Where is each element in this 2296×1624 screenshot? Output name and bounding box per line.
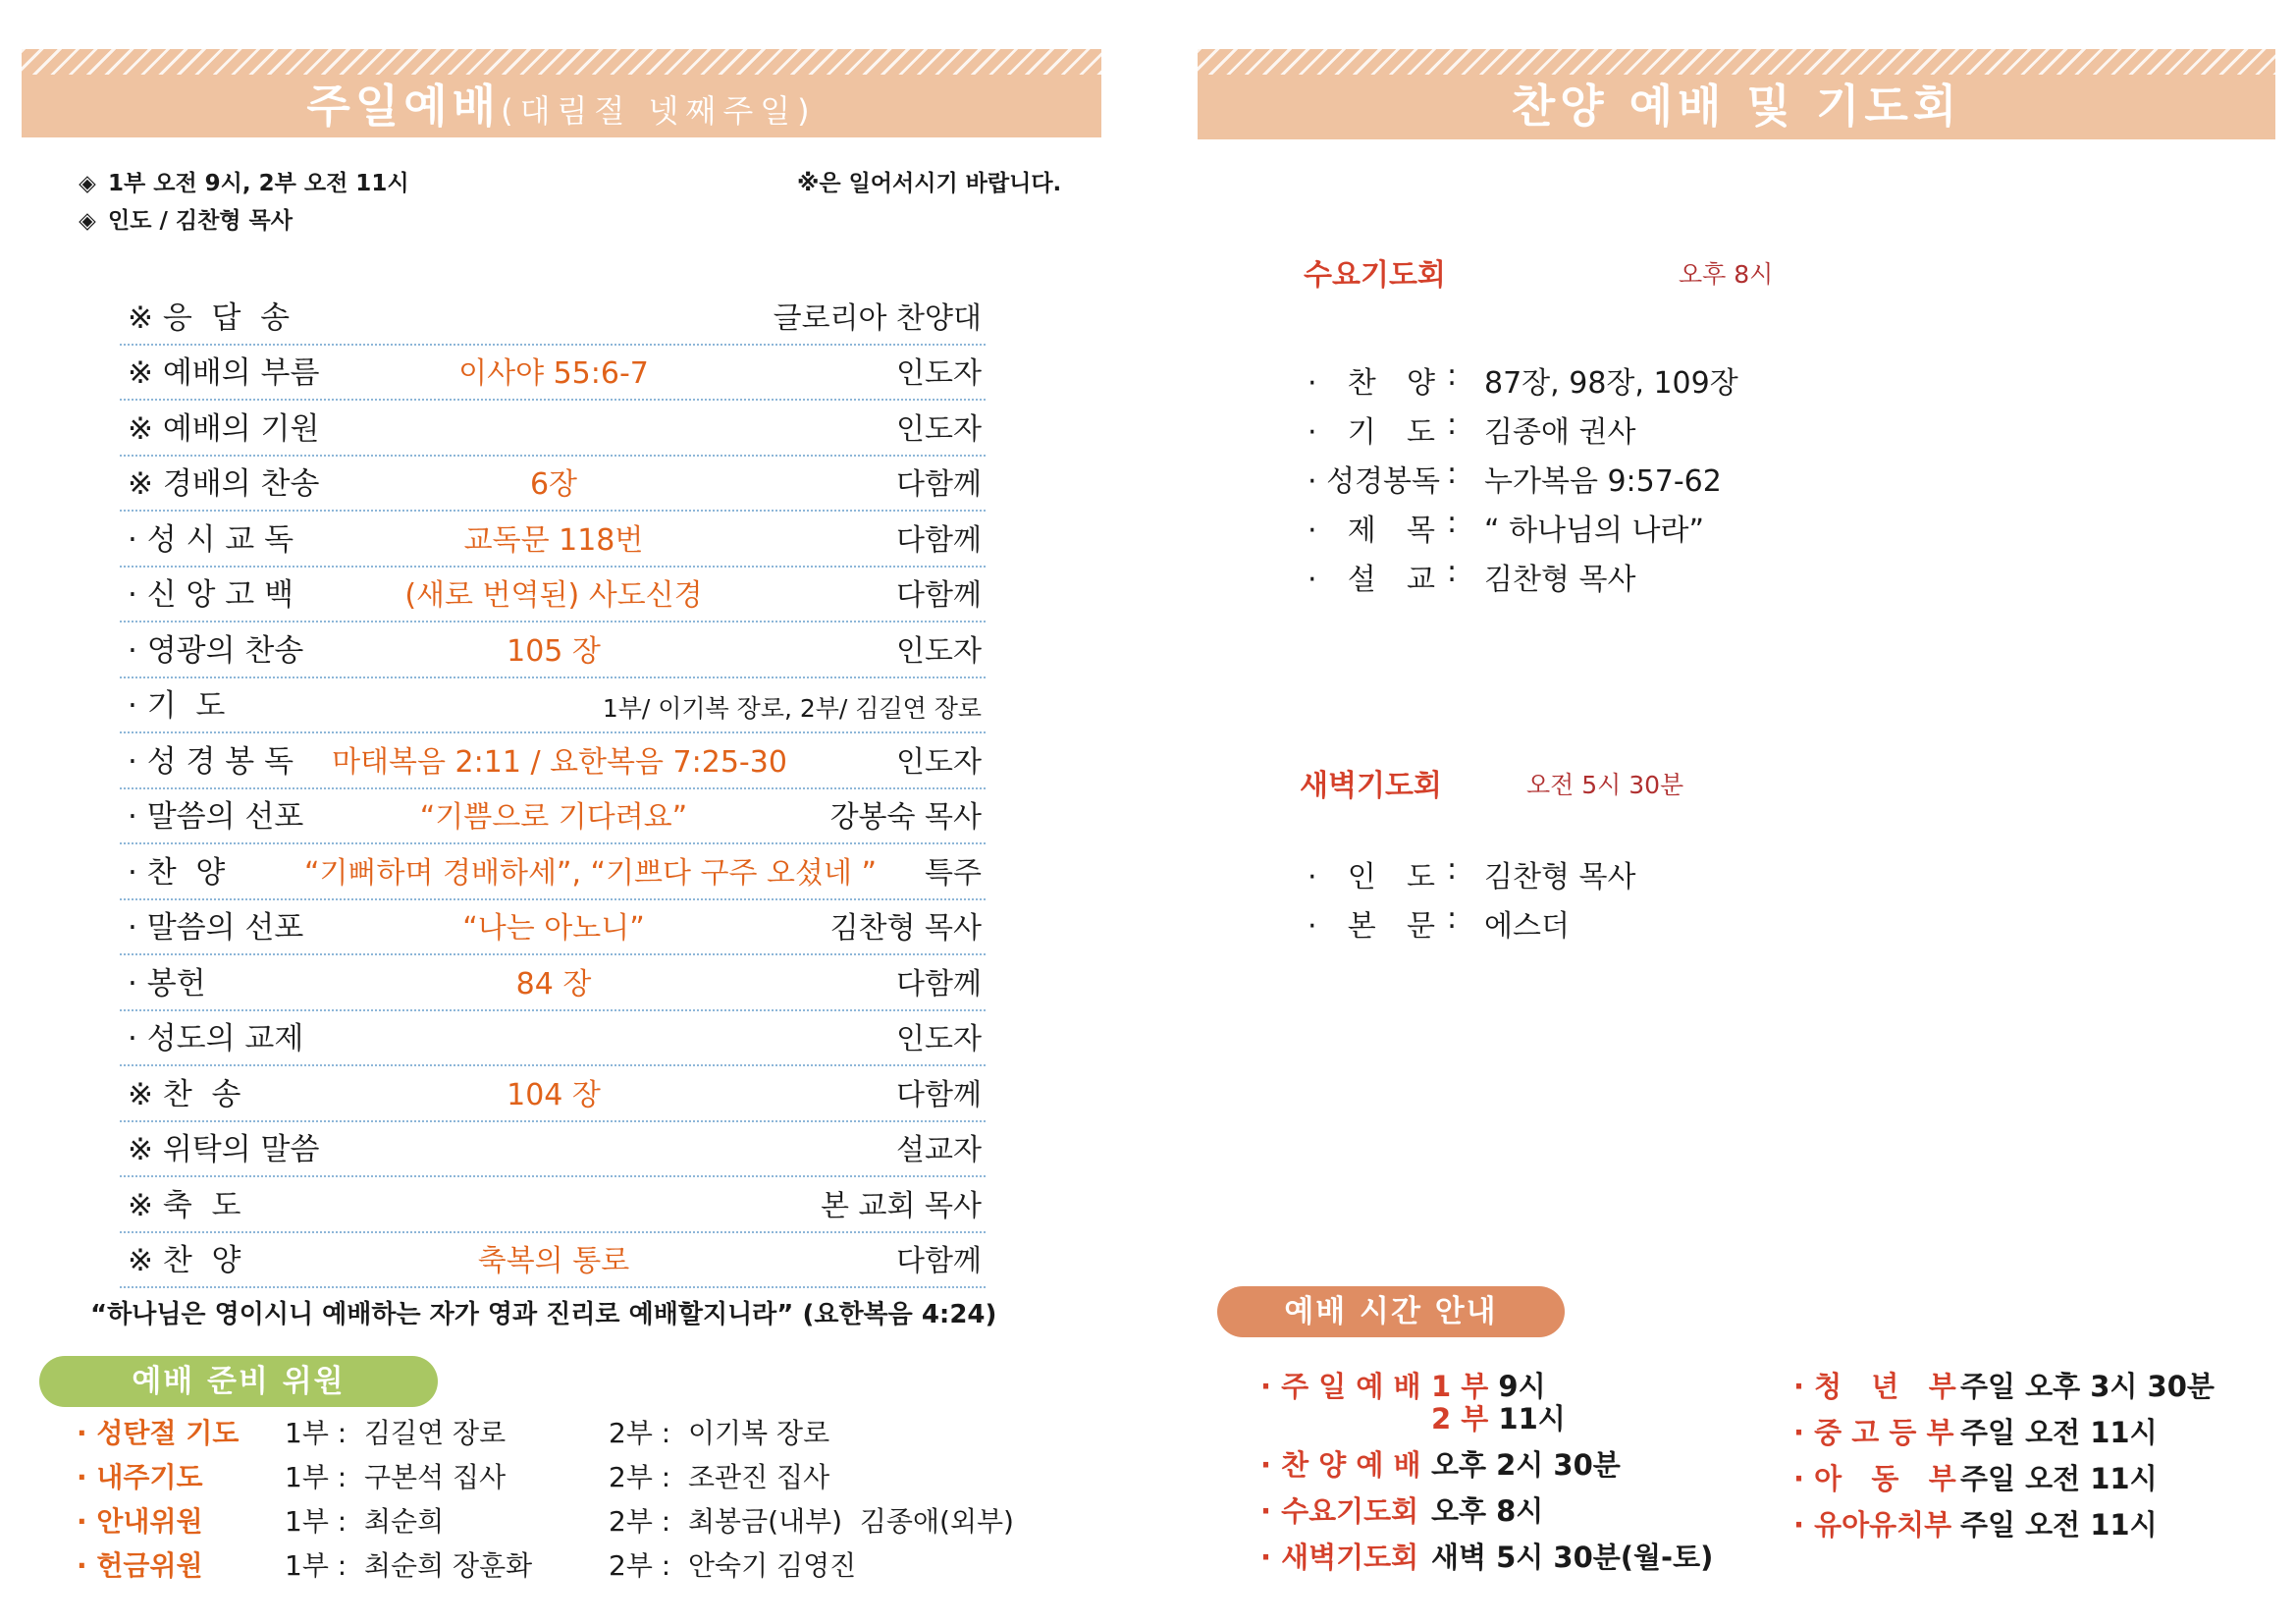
committee-first: 1부 : 구본석 집사 bbox=[285, 1461, 507, 1493]
schedule-time: 9시 bbox=[1498, 1370, 1546, 1403]
order-leader: 설교자 bbox=[896, 1133, 982, 1167]
order-detail: 교독문 118번 bbox=[463, 522, 644, 558]
program-colon: : bbox=[1447, 852, 1458, 887]
leader-text: 인도 / 김찬형 목사 bbox=[108, 208, 293, 234]
order-leader: 다함께 bbox=[896, 966, 982, 1001]
order-detail: 6장 bbox=[529, 467, 578, 502]
order-label: ※ 찬 양 bbox=[128, 1243, 241, 1278]
order-row bbox=[120, 900, 986, 956]
schedule-value: 오후 8시 bbox=[1431, 1494, 1544, 1528]
left-title-banner bbox=[22, 49, 1101, 137]
program-colon: : bbox=[1447, 407, 1458, 442]
order-leader: 인도자 bbox=[896, 744, 982, 780]
program-label: · 인 도 bbox=[1308, 860, 1435, 894]
order-label: · 영광의 찬송 bbox=[128, 632, 304, 669]
scripture-verse: “하나님은 영이시니 예배하는 자가 영과 진리로 예배할지니라” (요한복음 4:24) bbox=[90, 1300, 997, 1329]
program-value: 김종애 권사 bbox=[1484, 415, 1636, 450]
order-detail: 이사야 55:6-7 bbox=[458, 356, 649, 391]
committee-title-pill: 예배 준비 위원 bbox=[39, 1356, 438, 1407]
order-row bbox=[120, 1122, 986, 1178]
order-label: ※ 위탁의 말씀 bbox=[128, 1132, 320, 1167]
program-value: “ 하나님의 나라” bbox=[1484, 514, 1705, 548]
order-detail: 84 장 bbox=[515, 966, 592, 1001]
right-title-banner bbox=[1198, 49, 2275, 139]
schedule-label: · 찬 양 예 배 bbox=[1260, 1448, 1421, 1482]
committee-first: 1부 : 최순희 장훈화 bbox=[285, 1549, 533, 1582]
program-colon: : bbox=[1447, 358, 1458, 393]
schedule-time: 11시 bbox=[1498, 1402, 1566, 1435]
schedule-label: · 아 동 부 bbox=[1793, 1462, 1956, 1495]
schedule-value: 오후 2시 30분 bbox=[1431, 1448, 1621, 1482]
order-row bbox=[120, 568, 986, 623]
program-value: 김찬형 목사 bbox=[1484, 563, 1636, 597]
order-of-worship bbox=[120, 290, 986, 1288]
right-title: 찬양 예배 및 기도회 bbox=[1511, 80, 1962, 133]
program-label: · 찬 양 bbox=[1308, 366, 1435, 401]
wednesday-time: 오후 8시 bbox=[1679, 260, 1774, 289]
schedule-value: 새벽 5시 30분(월-토) bbox=[1431, 1541, 1714, 1574]
order-leader: 김찬형 목사 bbox=[829, 911, 982, 946]
order-label: · 봉헌 bbox=[128, 965, 206, 1001]
order-row bbox=[120, 1066, 986, 1122]
schedule-label: · 수요기도회 bbox=[1260, 1494, 1419, 1528]
schedule-part: 2 부 bbox=[1431, 1402, 1499, 1435]
order-label: · 성도의 교제 bbox=[128, 1021, 304, 1056]
committee-role: · 헌금위원 bbox=[77, 1549, 203, 1582]
program-colon: : bbox=[1447, 506, 1458, 540]
order-detail: “나는 아노니” bbox=[462, 911, 645, 946]
program-label: · 설 교 bbox=[1308, 563, 1435, 597]
schedule-label: · 주 일 예 배 bbox=[1260, 1370, 1421, 1403]
order-row bbox=[120, 844, 986, 900]
committee-second: 2부 : 이기복 장로 bbox=[609, 1417, 830, 1449]
committee-second: 2부 : 안숙기 김영진 bbox=[609, 1549, 857, 1582]
order-label: ※ 축 도 bbox=[128, 1187, 241, 1223]
order-leader: 다함께 bbox=[896, 522, 982, 558]
order-label: · 성 경 봉 독 bbox=[128, 743, 294, 780]
stand-notice: ※은 일어서시기 바랍니다. bbox=[797, 171, 1062, 196]
order-label: · 성 시 교 독 bbox=[128, 521, 294, 558]
schedule-label: · 새벽기도회 bbox=[1260, 1541, 1419, 1574]
order-row bbox=[120, 1233, 986, 1289]
program-value: 누가복음 9:57-62 bbox=[1484, 464, 1722, 499]
order-label: · 말씀의 선포 bbox=[128, 799, 304, 835]
service-time-line bbox=[77, 165, 409, 197]
order-leader: 글로리아 찬양대 bbox=[773, 300, 982, 336]
order-label: · 기 도 bbox=[128, 688, 226, 724]
order-leader: 다함께 bbox=[896, 578, 982, 613]
order-detail: 축복의 통로 bbox=[477, 1244, 630, 1278]
order-label: · 찬 양 bbox=[128, 854, 226, 891]
service-time-text: 1부 오전 9시, 2부 오전 11시 bbox=[108, 171, 409, 196]
order-row bbox=[120, 789, 986, 845]
order-label: ※ 찬 송 bbox=[128, 1076, 241, 1112]
dawn-heading: 새벽기도회 bbox=[1300, 769, 1442, 803]
order-leader: 다함께 bbox=[896, 1244, 982, 1278]
schedule-value bbox=[1431, 1397, 1566, 1437]
schedule-value: 주일 오후 3시 30분 bbox=[1960, 1370, 2215, 1403]
order-row bbox=[120, 457, 986, 513]
schedule-label: · 유아유치부 bbox=[1793, 1508, 1952, 1542]
committee-role: · 내주기도 bbox=[77, 1461, 203, 1493]
order-detail: (새로 번역된) 사도신경 bbox=[404, 578, 703, 613]
wednesday-heading: 수요기도회 bbox=[1304, 258, 1446, 293]
order-label: ※ 예배의 부름 bbox=[128, 355, 320, 391]
program-value: 김찬형 목사 bbox=[1484, 860, 1636, 894]
program-colon: : bbox=[1447, 457, 1458, 491]
dawn-time: 오전 5시 30분 bbox=[1526, 771, 1684, 799]
order-detail: 104 장 bbox=[507, 1077, 601, 1112]
schedule-part: 1 부 bbox=[1431, 1370, 1499, 1403]
order-leader: 특주 bbox=[925, 855, 982, 891]
diamond-icon: ◈ bbox=[79, 171, 96, 196]
order-row bbox=[120, 623, 986, 678]
schedule-value: 주일 오전 11시 bbox=[1960, 1462, 2158, 1495]
order-detail: “기쁨으로 기다려요” bbox=[419, 800, 688, 835]
order-leader: 인도자 bbox=[896, 1022, 982, 1056]
committee-second: 2부 : 최봉금(내부) 김종애(외부) bbox=[609, 1505, 1014, 1538]
program-label: · 본 문 bbox=[1308, 909, 1435, 944]
order-leader: 강봉숙 목사 bbox=[829, 800, 982, 835]
program-label: · 기 도 bbox=[1308, 415, 1435, 450]
program-colon: : bbox=[1447, 555, 1458, 589]
order-detail: “기뻐하며 경배하세”, “기쁘다 구주 오셨네 ” bbox=[304, 855, 878, 891]
order-leader: 다함께 bbox=[896, 1077, 982, 1112]
leader-line bbox=[77, 202, 293, 235]
left-title-text: 주일예배 bbox=[306, 80, 502, 133]
committee-role: · 성탄절 기도 bbox=[77, 1417, 240, 1449]
order-leader: 본 교회 목사 bbox=[821, 1188, 982, 1223]
order-row bbox=[120, 401, 986, 457]
committee-first: 1부 : 최순희 bbox=[285, 1505, 445, 1538]
order-row bbox=[120, 1011, 986, 1067]
order-leader: 인도자 bbox=[896, 356, 982, 391]
committee-first: 1부 : 김길연 장로 bbox=[285, 1417, 507, 1449]
order-leader: 인도자 bbox=[896, 633, 982, 669]
order-row bbox=[120, 1177, 986, 1233]
left-subtitle: (대림절 넷째주일) bbox=[501, 92, 817, 130]
order-detail: 마태복음 2:11 / 요한복음 7:25-30 bbox=[332, 744, 787, 780]
schedule-label: · 중 고 등 부 bbox=[1793, 1416, 1954, 1449]
committee-role: · 안내위원 bbox=[77, 1505, 203, 1538]
program-value: 87장, 98장, 109장 bbox=[1484, 366, 1738, 401]
schedule-value: 주일 오전 11시 bbox=[1960, 1508, 2158, 1542]
order-label: ※ 응 답 송 bbox=[128, 299, 291, 336]
program-colon: : bbox=[1447, 901, 1458, 936]
diamond-icon: ◈ bbox=[79, 208, 96, 234]
order-label: · 신 앙 고 백 bbox=[128, 577, 294, 613]
order-row bbox=[120, 290, 986, 346]
schedule-label: · 청 년 부 bbox=[1793, 1370, 1956, 1403]
left-title bbox=[22, 71, 1101, 135]
order-row bbox=[120, 955, 986, 1011]
program-label: · 제 목 bbox=[1308, 514, 1435, 548]
schedule-title-pill: 예배 시간 안내 bbox=[1217, 1286, 1565, 1337]
order-leader: 다함께 bbox=[896, 467, 982, 502]
order-label: ※ 경배의 찬송 bbox=[128, 466, 320, 502]
order-leader: 인도자 bbox=[896, 411, 982, 447]
order-row bbox=[120, 733, 986, 789]
committee-second: 2부 : 조관진 집사 bbox=[609, 1461, 830, 1493]
order-row bbox=[120, 678, 986, 734]
program-value: 에스더 bbox=[1484, 909, 1570, 944]
order-label: · 말씀의 선포 bbox=[128, 910, 304, 946]
order-leader: 1부/ 이기복 장로, 2부/ 김길연 장로 bbox=[602, 694, 982, 723]
order-row bbox=[120, 346, 986, 402]
order-row bbox=[120, 512, 986, 568]
schedule-value: 주일 오전 11시 bbox=[1960, 1416, 2158, 1449]
program-label: · 성경봉독 bbox=[1308, 464, 1440, 499]
order-detail: 105 장 bbox=[507, 633, 601, 669]
order-label: ※ 예배의 기원 bbox=[128, 410, 320, 447]
